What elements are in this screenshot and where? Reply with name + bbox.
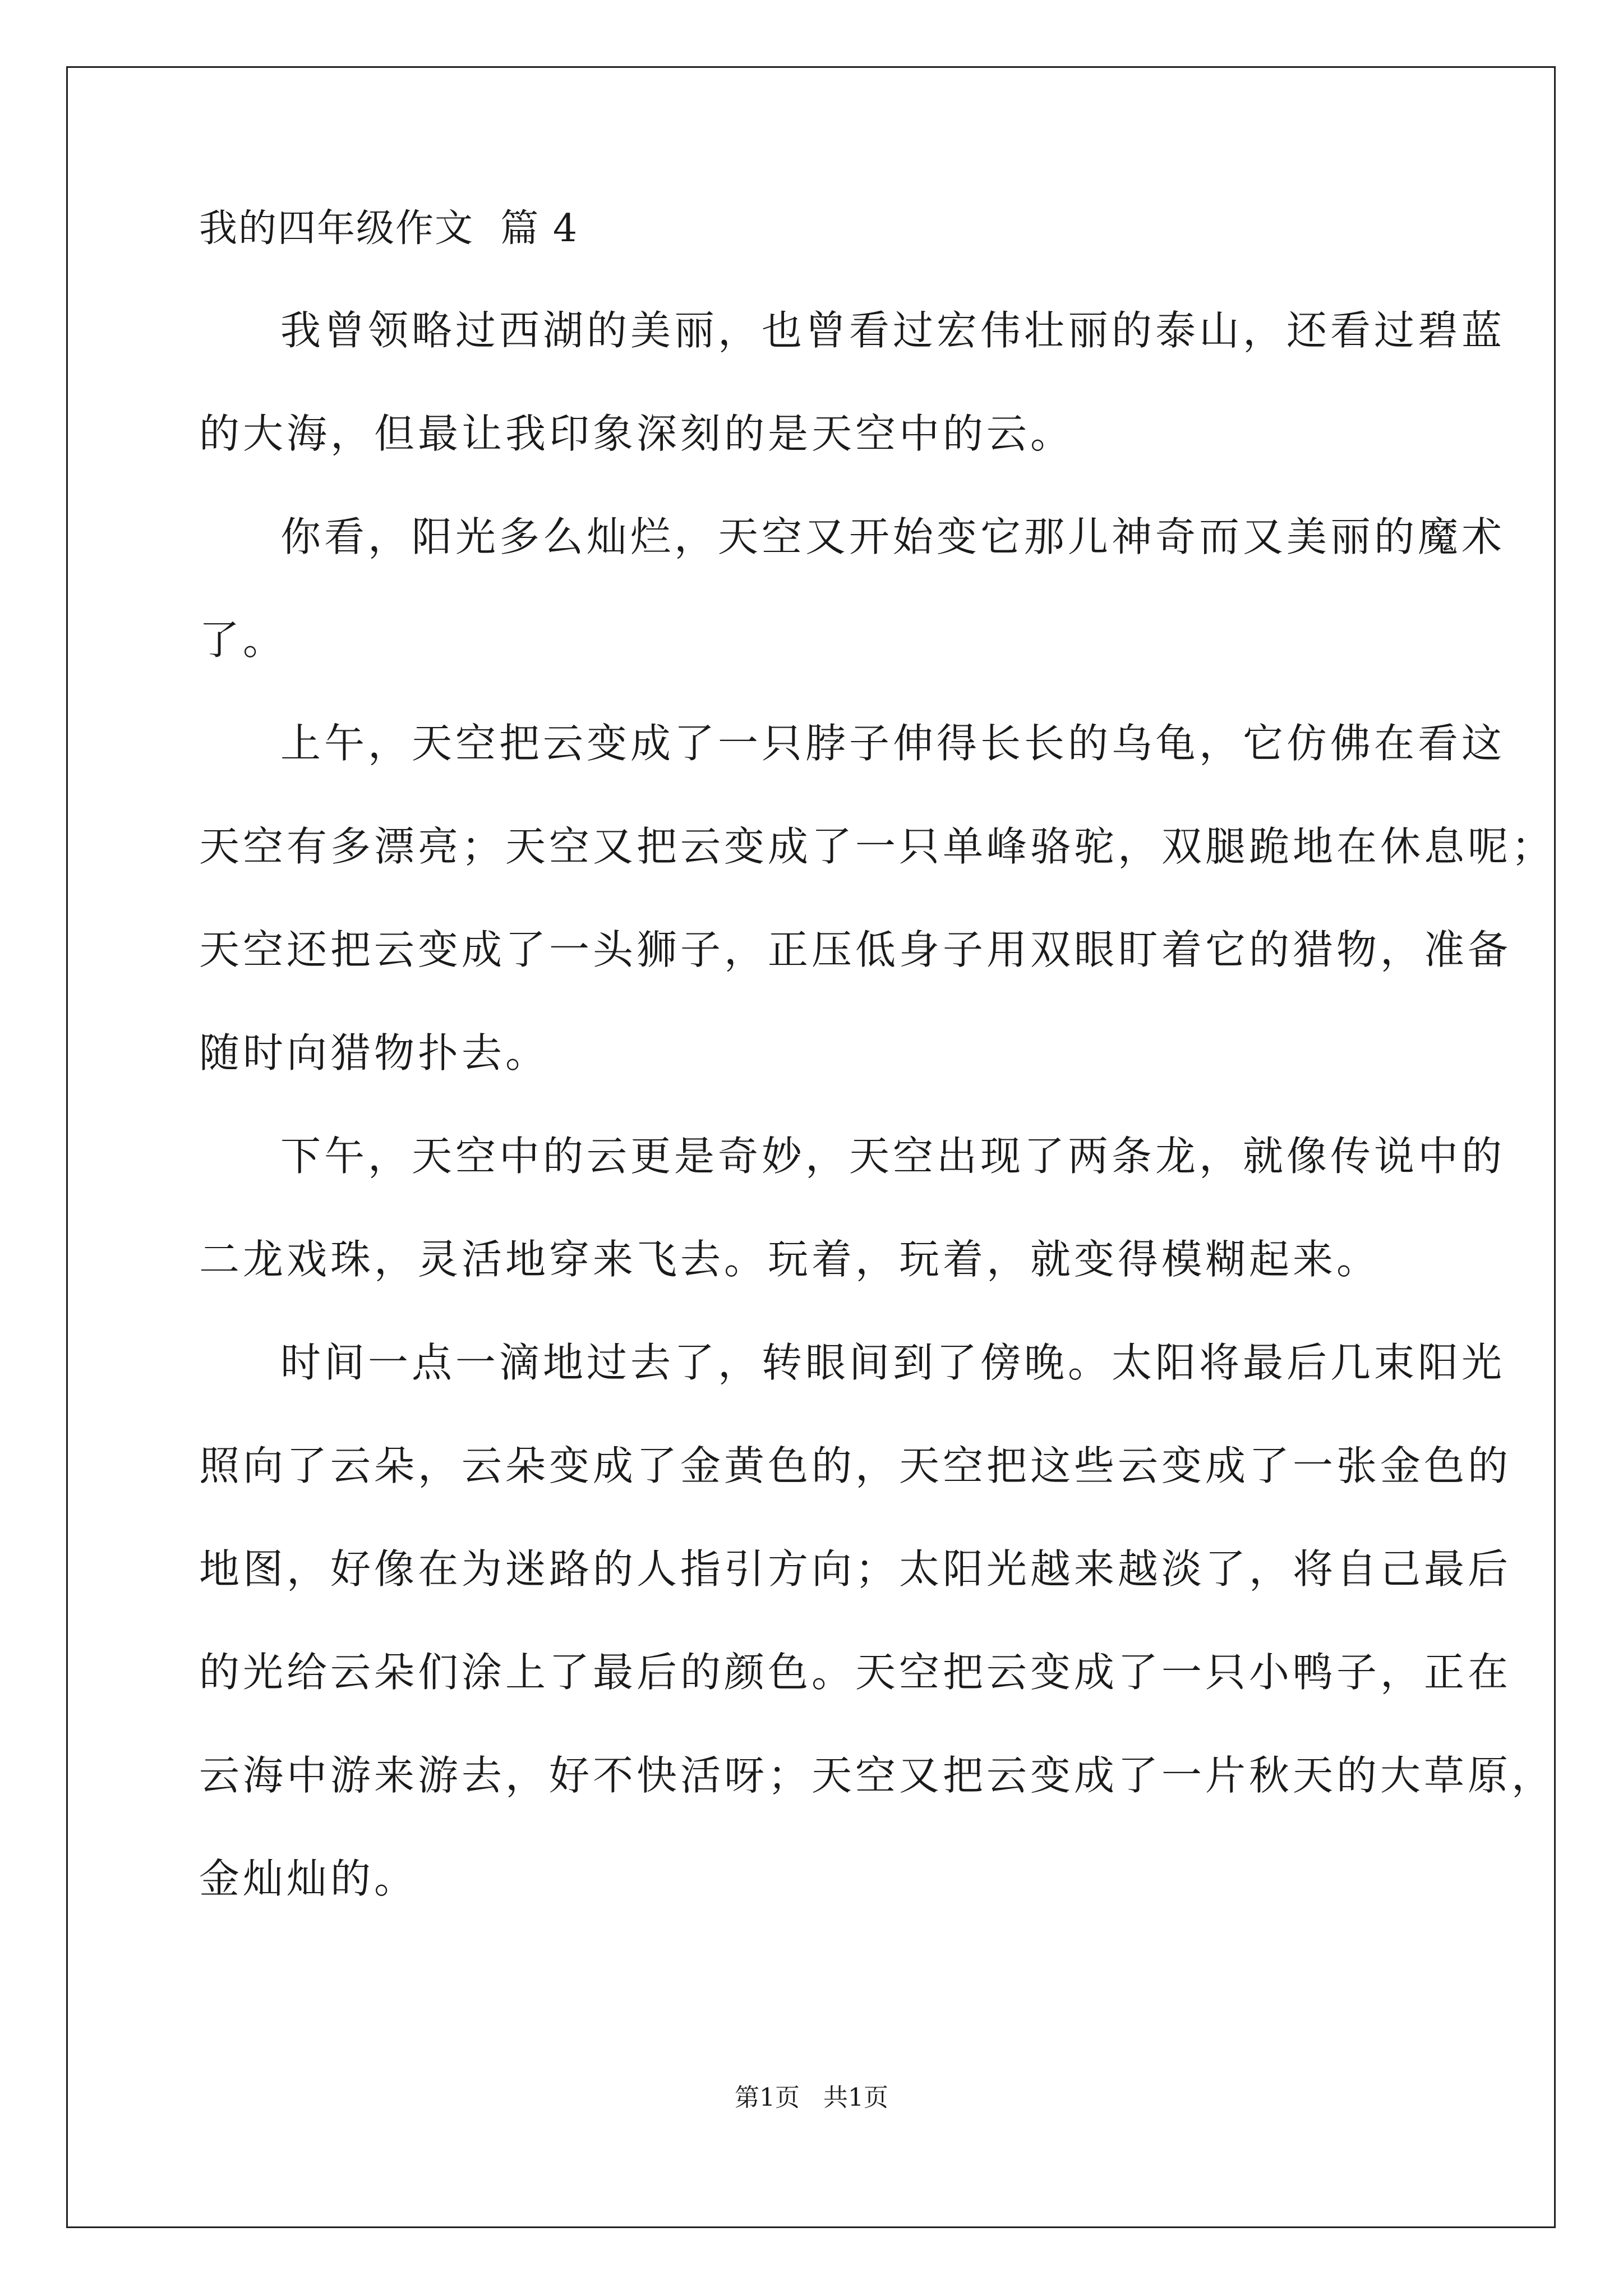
paragraph-line: 云海中游来游去，好不快活呀；天空又把云变成了一片秋天的大草原， [199,1752,1556,1799]
paragraph-line: 了。 [199,616,287,664]
paragraph-line: 天空有多漂亮；天空又把云变成了一只单峰骆驼，双腿跪地在休息呢； [199,823,1556,870]
paragraph-line: 时间一点一滴地过去了，转眼间到了傍晚。太阳将最后几束阳光 [280,1339,1506,1386]
paragraph-line: 天空还把云变成了一头狮子，正压低身子用双眼盯着它的猎物，准备 [199,926,1512,973]
paragraph-line: 你看，阳光多么灿烂，天空又开始变它那儿神奇而又美丽的魔术 [280,513,1506,560]
paragraph-5 [199,1337,1556,1904]
paragraph-line: 随时向猎物扑去。 [199,1029,550,1076]
paragraph-line: 照向了云朵，云朵变成了金黄色的，天空把这些云变成了一张金色的 [199,1442,1512,1489]
paragraph-line: 的大海，但最让我印象深刻的是天空中的云。 [199,410,1075,457]
paragraph-line: 地图，好像在为迷路的人指引方向；太阳光越来越淡了，将自己最后 [199,1545,1512,1593]
paragraph-2 [199,511,1506,666]
paragraph-3 [199,717,1556,1079]
document-body [199,202,1556,1956]
paragraph-line: 上午，天空把云变成了一只脖子伸得长长的乌龟，它仿佛在看这 [280,720,1506,767]
paragraph-line: 二龙戏珠，灵活地穿来飞去。玩着，玩着，就变得模糊起来。 [199,1236,1381,1283]
paragraph-1 [199,305,1506,459]
paragraph-line: 金灿灿的。 [199,1855,418,1902]
paragraph-line: 的光给云朵们涂上了最后的颜色。天空把云变成了一只小鸭子，正在 [199,1649,1512,1696]
document-heading: 我的四年级作文 篇 4 [199,206,579,251]
paragraph-line: 我曾领略过西湖的美丽，也曾看过宏伟壮丽的泰山，还看过碧蓝 [280,307,1506,354]
paragraph-4 [199,1130,1506,1285]
paragraph-line: 下午，天空中的云更是奇妙，天空出现了两条龙，就像传说中的 [280,1133,1506,1180]
page-footer: 第1页 共1页 [735,2083,888,2112]
